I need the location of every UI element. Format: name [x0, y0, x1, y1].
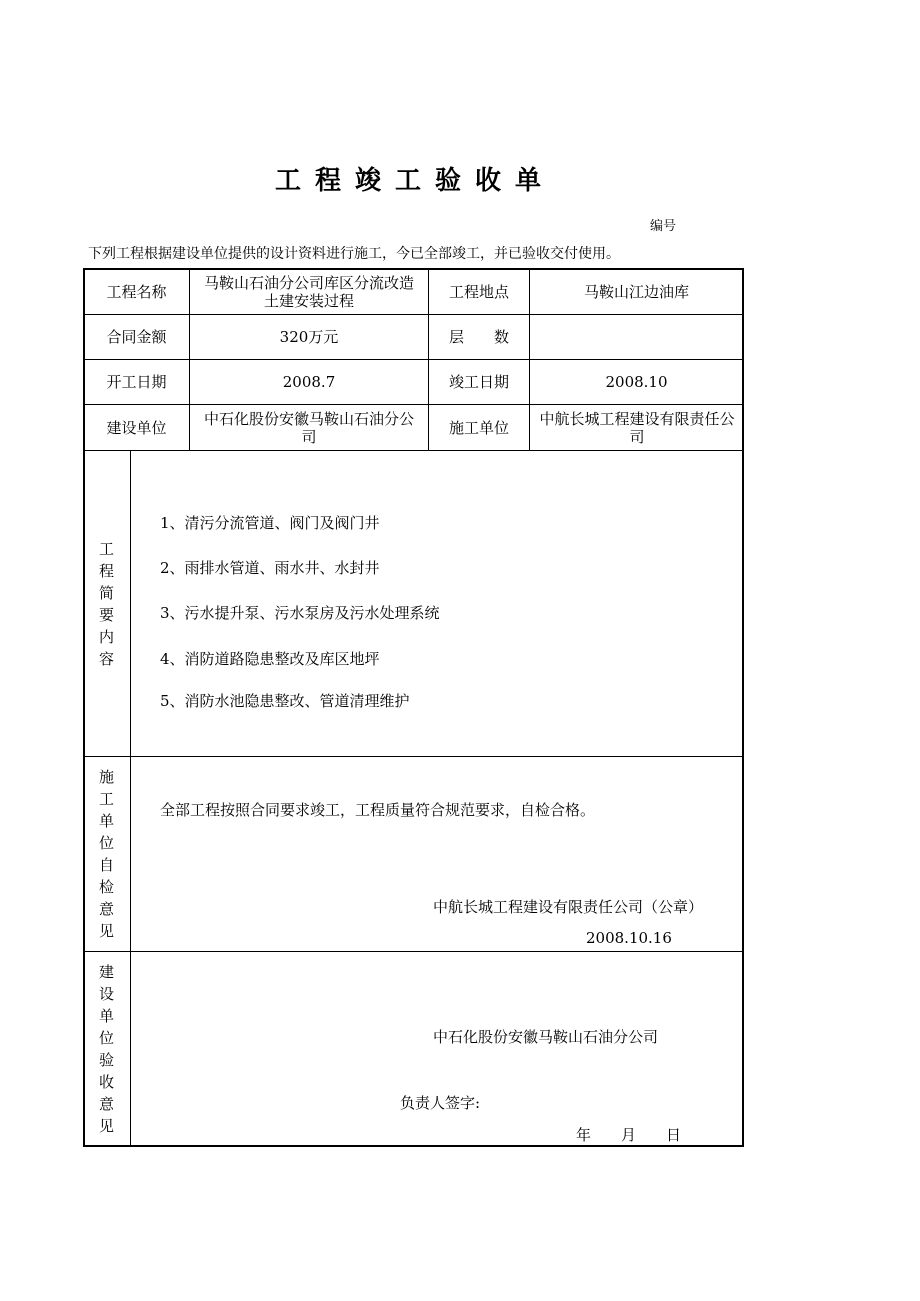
contractor-opinion-text: 全部工程按照合同要求竣工，工程质量符合规范要求，自检合格。 [160, 801, 596, 819]
owner-company: 中石化股份安徽马鞍山石油分公司 [433, 1028, 659, 1046]
summary-item: 1、清污分流管道、阀门及阀门井 [160, 514, 380, 532]
owner-opinion-label-text: 建设单位验收意见 [99, 963, 115, 1135]
start-date-label: 开工日期 [106, 373, 167, 391]
row-divider [84, 450, 743, 451]
floors-label: 层 数 [448, 328, 509, 346]
owner-opinion-label [84, 952, 130, 1146]
row-divider [84, 951, 743, 952]
page-title: 工程竣工验收单 [274, 166, 555, 196]
summary-item: 4、消防道路隐患整改及库区地坪 [160, 650, 380, 668]
contractor-opinion-date: 2008.10.16 [586, 929, 672, 947]
project-name-value: 马鞍山石油分公司库区分流改造土建安装过程 [203, 273, 414, 310]
owner-label: 建设单位 [106, 418, 167, 437]
location-value: 马鞍山江边油库 [583, 282, 689, 301]
completion-date-value: 2008.10 [605, 373, 668, 391]
contractor-value: 中航长城工程建设有限责任公司 [539, 409, 735, 446]
completion-date-label: 竣工日期 [448, 373, 509, 391]
floors-value [530, 315, 743, 359]
contractor-label: 施工单位 [448, 418, 509, 437]
summary-label-text: 工程简要内容 [99, 539, 115, 668]
intro-text: 下列工程根据建设单位提供的设计资料进行施工，今已全部竣工，并已验收交付使用。 [88, 246, 620, 262]
location-label: 工程地点 [448, 282, 509, 301]
project-name-label: 工程名称 [106, 282, 167, 301]
contractor-signature: 中航长城工程建设有限责任公司（公章） [433, 898, 704, 916]
summary-item: 2、雨排水管道、雨水井、水封井 [160, 559, 380, 577]
row-divider [84, 756, 743, 757]
column-divider [130, 450, 131, 1146]
serial-number-label: 编号 [650, 219, 677, 234]
owner-date-label: 年 月 日 [576, 1126, 682, 1144]
start-date-value: 2008.7 [282, 373, 336, 391]
contractor-opinion-label-text: 施工单位自检意见 [99, 768, 115, 940]
owner-signer-label: 负责人签字: [400, 1094, 481, 1112]
summary-item: 3、污水提升泵、污水泵房及污水处理系统 [160, 604, 440, 622]
summary-item: 5、消防水池隐患整改、管道清理维护 [160, 692, 410, 710]
contract-amount-value: 320万元 [279, 328, 339, 346]
contract-amount-label: 合同金额 [106, 328, 167, 346]
summary-label [84, 451, 130, 756]
owner-value: 中石化股份安徽马鞍山石油分公司 [203, 409, 414, 446]
contractor-opinion-label [84, 757, 130, 951]
